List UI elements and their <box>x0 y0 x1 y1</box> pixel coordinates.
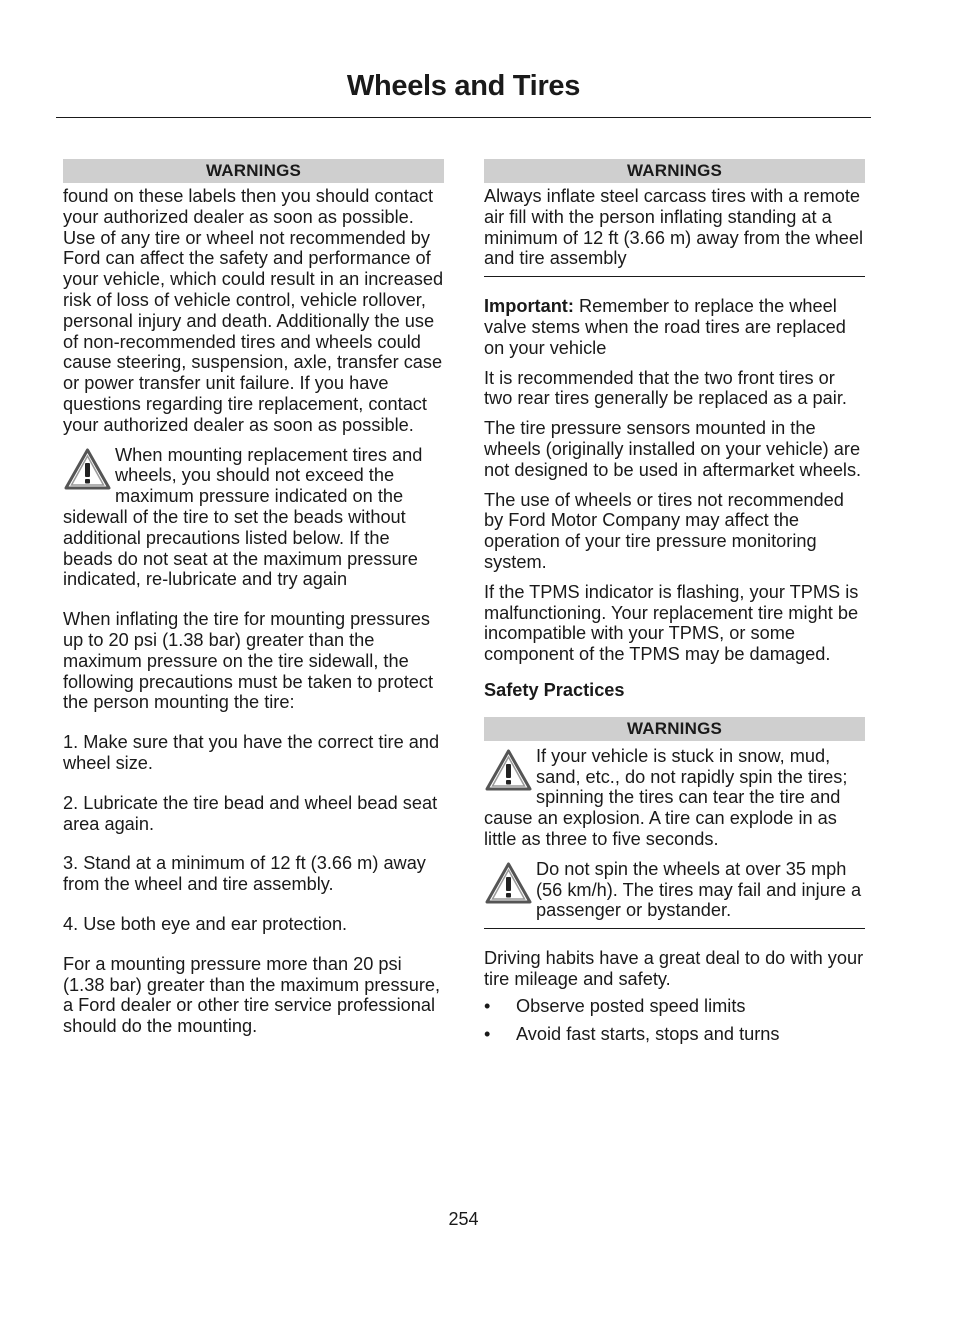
list-item <box>484 1024 865 1045</box>
list-item <box>484 996 865 1017</box>
list-item-text: Observe posted speed limits <box>516 995 746 1016</box>
bullet-marker: • <box>484 995 491 1016</box>
warnings-header: WARNINGS <box>484 159 865 183</box>
warning-end-divider <box>484 928 865 929</box>
warning-text: If your vehicle is stuck in snow, mud, sand, etc., do not rapidly spin the tires; spinning the tires can tear the tire and cause an explosion. A tire can explode in as little as three to five seconds. <box>484 745 848 849</box>
paragraph: Driving habits have a great deal to do with your tire mileage and safety. <box>484 948 864 989</box>
warning-item <box>63 445 444 591</box>
bullet-list <box>484 996 865 1045</box>
page-number: 254 <box>448 1209 479 1229</box>
warning-text: Do not spin the wheels at over 35 mph (56 km/h). The tires may fail and injure a passenger or bystander. <box>536 858 862 921</box>
bullet-marker: • <box>484 1023 491 1044</box>
warning-text: Always inflate steel carcass tires with a remote air fill with the person inflating standing at a minimum of 12 ft (3.66 m) away from the wheel and tire assembly <box>484 186 864 269</box>
paragraph: If the TPMS indicator is flashing, your TPMS is malfunctioning. Your replacement tire might be incompatible with your TPMS, or some component of the TPMS may be damaged. <box>484 581 859 665</box>
paragraph: For a mounting pressure more than 20 psi (1.38 bar) greater than the maximum pressure, a Ford dealer or other tire service professional should do the mounting. <box>63 953 441 1037</box>
title-divider <box>56 117 871 118</box>
paragraph: The use of wheels or tires not recommended by Ford Motor Company may affect the operation of your tire pressure monitoring system. <box>484 489 844 572</box>
step-2: 2. Lubricate the tire bead and wheel bead seat area again. <box>63 792 438 834</box>
paragraph: It is recommended that the two front tires or two rear tires generally be replaced as a pair. <box>484 367 847 409</box>
warning-continued-text: found on these labels then you should contact your authorized dealer as soon as possible. Use of any tire or wheel not recommended by Ford can affect the safety and performance of your vehicle, which could result in an increased risk of loss of vehicle control, vehicle rollover, personal injury and death. Additionally the use of non-recommended tires and wheels could cause steering, suspension, axle, transfer case or power transfer unit failure. If you have questions regarding tire replacement, contact your authorized dealer as soon as possible. <box>63 186 444 435</box>
step-3: 3. Stand at a minimum of 12 ft (3.66 m) away from the wheel and tire assembly. <box>63 853 426 895</box>
step-1: 1. Make sure that you have the correct tire and wheel size. <box>63 732 440 773</box>
warning-triangle-icon <box>484 861 533 905</box>
warning-item <box>484 859 865 921</box>
left-column <box>63 159 444 1037</box>
warning-text: When mounting replacement tires and wheels, you should not exceed the maximum pressure indicated on the sidewall of the tire to set the beads without additional precautions listed below. If the beads do not seat at the maximum pressure indicated, re-lubricate and try again <box>63 444 423 590</box>
warnings-header: WARNINGS <box>63 159 444 183</box>
warning-item <box>484 746 865 850</box>
important-label: Important: <box>484 296 574 317</box>
warning-triangle-icon <box>484 748 533 792</box>
paragraph: The tire pressure sensors mounted in the wheels (originally installed on your vehicle) are not designed to be used in aftermarket wheels. <box>484 418 862 480</box>
list-item-text: Avoid fast starts, stops and turns <box>516 1023 780 1044</box>
warnings-header: WARNINGS <box>484 717 865 741</box>
step-4: 4. Use both eye and ear protection. <box>63 913 348 934</box>
paragraph: When inflating the tire for mounting pressures up to 20 psi (1.38 bar) greater than the maximum pressure on the tire sidewall, the following precautions must be taken to protect the person mounting the tire: <box>63 609 434 713</box>
right-column <box>484 159 865 1044</box>
warning-triangle-icon <box>63 447 112 491</box>
important-text: Remember to replace the wheel valve stems when the road tires are replaced on your vehicle <box>484 296 846 358</box>
warning-end-divider <box>484 276 865 277</box>
important-note <box>484 296 865 358</box>
section-heading: Safety Practices <box>484 679 625 700</box>
page-title: Wheels and Tires <box>346 70 581 102</box>
